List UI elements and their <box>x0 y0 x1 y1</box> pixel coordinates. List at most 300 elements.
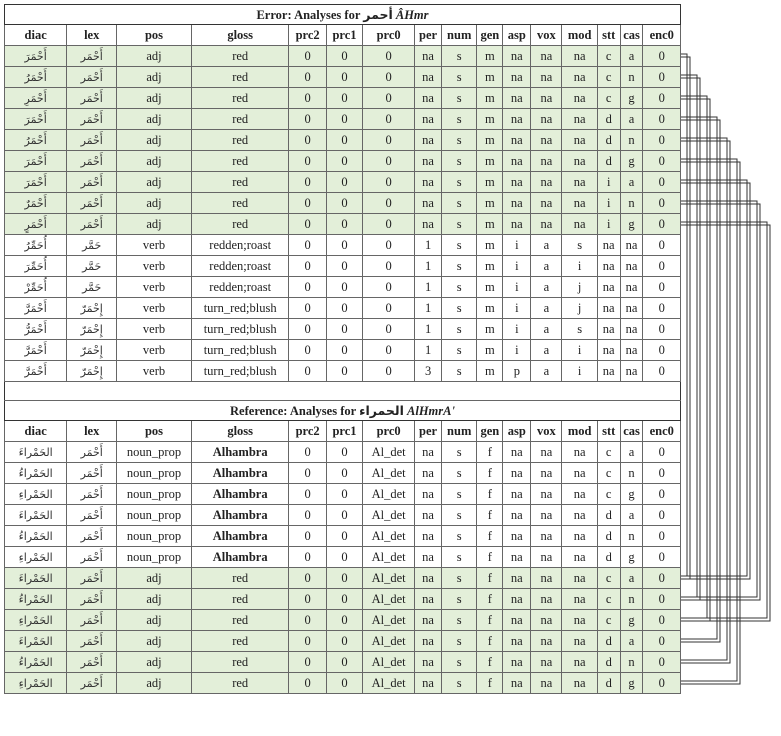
cell-enc0: 0 <box>643 484 681 505</box>
cell-pos: adj <box>117 568 192 589</box>
cell-pos: verb <box>117 319 192 340</box>
cell-gloss: redden;roast <box>191 277 289 298</box>
cell-gen: f <box>477 526 503 547</box>
cell-prc0: Al_det <box>363 442 415 463</box>
cell-prc2: 0 <box>289 673 326 694</box>
section-title-arabic: أحمر <box>363 6 393 22</box>
cell-enc0: 0 <box>643 88 681 109</box>
cell-per: na <box>415 631 442 652</box>
cell-diac: أَحْمَرَ <box>5 172 67 193</box>
cell-prc0: Al_det <box>363 631 415 652</box>
cell-gen: m <box>477 109 503 130</box>
cell-prc0: 0 <box>363 298 415 319</box>
cell-cas: g <box>620 484 643 505</box>
cell-num: s <box>442 319 477 340</box>
cell-per: na <box>415 172 442 193</box>
cell-prc2: 0 <box>289 172 326 193</box>
error-analysis-row <box>5 193 681 214</box>
cell-prc1: 0 <box>326 193 362 214</box>
cell-num: s <box>442 67 477 88</box>
cell-prc1: 0 <box>326 610 362 631</box>
cell-prc0: 0 <box>363 214 415 235</box>
error-analysis-row <box>5 151 681 172</box>
cell-enc0: 0 <box>643 46 681 67</box>
cell-per: 1 <box>415 277 442 298</box>
cell-diac: أَحْمَرِ <box>5 88 67 109</box>
column-header-pos: pos <box>117 25 192 46</box>
cell-pos: adj <box>117 193 192 214</box>
cell-enc0: 0 <box>643 505 681 526</box>
reference-analysis-row <box>5 484 681 505</box>
cell-prc2: 0 <box>289 340 326 361</box>
cell-enc0: 0 <box>643 319 681 340</box>
cell-per: na <box>415 484 442 505</box>
cell-enc0: 0 <box>643 673 681 694</box>
column-header-prc0: prc0 <box>363 421 415 442</box>
cell-lex: حَمَّر <box>67 277 117 298</box>
cell-gloss: turn_red;blush <box>191 319 289 340</box>
cell-prc0: 0 <box>363 46 415 67</box>
column-header-enc0: enc0 <box>643 25 681 46</box>
cell-cas: n <box>620 652 643 673</box>
column-header-asp: asp <box>503 421 531 442</box>
connector-line <box>681 141 730 663</box>
cell-prc1: 0 <box>326 442 362 463</box>
cell-num: s <box>442 505 477 526</box>
cell-lex: أَحْمَر <box>67 610 117 631</box>
cell-prc2: 0 <box>289 235 326 256</box>
cell-lex: أَحْمَر <box>67 631 117 652</box>
cell-prc2: 0 <box>289 88 326 109</box>
cell-diac: أُحَمِّرْ <box>5 277 67 298</box>
cell-num: s <box>442 484 477 505</box>
cell-gen: m <box>477 193 503 214</box>
connector-line <box>681 204 760 600</box>
cell-stt: d <box>597 151 620 172</box>
cell-enc0: 0 <box>643 172 681 193</box>
cell-gloss: red <box>191 172 289 193</box>
cell-lex: أَحْمَر <box>67 673 117 694</box>
column-header-stt: stt <box>597 25 620 46</box>
cell-cas: na <box>620 256 643 277</box>
cell-gloss: red <box>191 568 289 589</box>
cell-cas: a <box>620 568 643 589</box>
cell-stt: d <box>597 505 620 526</box>
cell-pos: noun_prop <box>117 547 192 568</box>
cell-enc0: 0 <box>643 235 681 256</box>
cell-prc0: 0 <box>363 277 415 298</box>
cell-lex: أَحْمَر <box>67 46 117 67</box>
cell-mod: na <box>562 442 597 463</box>
cell-num: s <box>442 568 477 589</box>
cell-stt: d <box>597 109 620 130</box>
error-analysis-row <box>5 109 681 130</box>
cell-prc2: 0 <box>289 547 326 568</box>
cell-lex: إِحْمَرّ <box>67 319 117 340</box>
cell-lex: أَحْمَر <box>67 568 117 589</box>
connector-line <box>681 159 737 681</box>
cell-mod: na <box>562 652 597 673</box>
cell-prc2: 0 <box>289 484 326 505</box>
cell-per: na <box>415 526 442 547</box>
cell-prc0: Al_det <box>363 463 415 484</box>
cell-num: s <box>442 463 477 484</box>
cell-enc0: 0 <box>643 193 681 214</box>
cell-asp: na <box>503 673 531 694</box>
cell-cas: na <box>620 319 643 340</box>
cell-asp: na <box>503 193 531 214</box>
cell-asp: i <box>503 256 531 277</box>
cell-vox: na <box>531 673 562 694</box>
cell-pos: verb <box>117 361 192 382</box>
cell-enc0: 0 <box>643 256 681 277</box>
cell-asp: i <box>503 298 531 319</box>
cell-per: na <box>415 193 442 214</box>
cell-gloss: turn_red;blush <box>191 298 289 319</box>
cell-prc2: 0 <box>289 151 326 172</box>
error-analysis-row <box>5 298 681 319</box>
cell-vox: a <box>531 361 562 382</box>
error-analysis-row <box>5 340 681 361</box>
cell-prc1: 0 <box>326 298 362 319</box>
cell-lex: حَمَّر <box>67 256 117 277</box>
cell-asp: i <box>503 277 531 298</box>
cell-vox: na <box>531 130 562 151</box>
cell-pos: adj <box>117 673 192 694</box>
cell-vox: a <box>531 319 562 340</box>
column-header-mod: mod <box>562 421 597 442</box>
cell-gen: f <box>477 568 503 589</box>
cell-diac: أَحْمَرٍ <box>5 214 67 235</box>
cell-prc2: 0 <box>289 214 326 235</box>
cell-cas: g <box>620 214 643 235</box>
cell-diac: أَحْمَرَ <box>5 46 67 67</box>
cell-enc0: 0 <box>643 214 681 235</box>
cell-prc2: 0 <box>289 568 326 589</box>
cell-prc2: 0 <box>289 589 326 610</box>
cell-lex: أَحْمَر <box>67 463 117 484</box>
cell-diac: الحَمْراءَ <box>5 631 67 652</box>
cell-diac: الحَمْراءِ <box>5 673 67 694</box>
cell-gen: m <box>477 361 503 382</box>
cell-enc0: 0 <box>643 652 681 673</box>
cell-gen: f <box>477 442 503 463</box>
cell-pos: verb <box>117 340 192 361</box>
cell-asp: i <box>503 340 531 361</box>
cell-prc0: Al_det <box>363 526 415 547</box>
cell-prc0: 0 <box>363 151 415 172</box>
cell-gloss: Alhambra <box>191 526 289 547</box>
cell-num: s <box>442 526 477 547</box>
cell-stt: d <box>597 673 620 694</box>
cell-cas: na <box>620 235 643 256</box>
cell-enc0: 0 <box>643 442 681 463</box>
cell-num: s <box>442 673 477 694</box>
cell-num: s <box>442 631 477 652</box>
cell-gen: f <box>477 484 503 505</box>
cell-prc1: 0 <box>326 67 362 88</box>
cell-gloss: red <box>191 214 289 235</box>
column-header-vox: vox <box>531 421 562 442</box>
cell-vox: a <box>531 277 562 298</box>
cell-num: s <box>442 130 477 151</box>
cell-pos: adj <box>117 151 192 172</box>
cell-per: na <box>415 214 442 235</box>
cell-pos: adj <box>117 589 192 610</box>
cell-asp: na <box>503 484 531 505</box>
cell-prc1: 0 <box>326 256 362 277</box>
cell-vox: na <box>531 109 562 130</box>
cell-prc1: 0 <box>326 340 362 361</box>
cell-gloss: red <box>191 88 289 109</box>
cell-diac: أُحَمِّرَ <box>5 256 67 277</box>
cell-vox: na <box>531 589 562 610</box>
cell-vox: na <box>531 526 562 547</box>
connector-line <box>681 78 700 600</box>
cell-prc2: 0 <box>289 130 326 151</box>
cell-diac: الحَمْراءِ <box>5 610 67 631</box>
cell-prc1: 0 <box>326 673 362 694</box>
column-header-prc0: prc0 <box>363 25 415 46</box>
cell-mod: j <box>562 298 597 319</box>
error-analysis-row <box>5 256 681 277</box>
section-title-prefix: Reference: Analyses for <box>230 403 356 418</box>
cell-pos: noun_prop <box>117 484 192 505</box>
error-analysis-row <box>5 130 681 151</box>
cell-gloss: red <box>191 652 289 673</box>
cell-prc1: 0 <box>326 46 362 67</box>
error-analysis-row <box>5 214 681 235</box>
cell-prc1: 0 <box>326 631 362 652</box>
section-spacer <box>5 382 681 401</box>
cell-gloss: red <box>191 631 289 652</box>
cell-mod: na <box>562 193 597 214</box>
cell-per: na <box>415 463 442 484</box>
cell-lex: أَحْمَر <box>67 151 117 172</box>
cell-vox: na <box>531 172 562 193</box>
cell-gen: m <box>477 172 503 193</box>
cell-cas: a <box>620 631 643 652</box>
cell-cas: a <box>620 442 643 463</box>
cell-cas: n <box>620 67 643 88</box>
column-header-prc1: prc1 <box>326 421 362 442</box>
column-header-prc2: prc2 <box>289 25 326 46</box>
cell-lex: أَحْمَر <box>67 484 117 505</box>
column-header-gen: gen <box>477 421 503 442</box>
cell-prc0: Al_det <box>363 589 415 610</box>
cell-gloss: redden;roast <box>191 235 289 256</box>
cell-asp: na <box>503 214 531 235</box>
cell-asp: na <box>503 151 531 172</box>
section-title-prefix: Error: Analyses for <box>256 7 361 22</box>
cell-pos: adj <box>117 610 192 631</box>
cell-gen: m <box>477 256 503 277</box>
cell-asp: na <box>503 67 531 88</box>
cell-pos: adj <box>117 214 192 235</box>
cell-prc1: 0 <box>326 361 362 382</box>
cell-prc1: 0 <box>326 526 362 547</box>
cell-prc0: Al_det <box>363 673 415 694</box>
cell-stt: na <box>597 340 620 361</box>
cell-prc1: 0 <box>326 172 362 193</box>
reference-analysis-row <box>5 547 681 568</box>
error-header-row <box>5 25 681 46</box>
cell-stt: c <box>597 67 620 88</box>
connector-line <box>681 54 687 576</box>
cell-gen: m <box>477 319 503 340</box>
cell-prc2: 0 <box>289 109 326 130</box>
cell-prc0: Al_det <box>363 568 415 589</box>
error-analysis-row <box>5 88 681 109</box>
cell-mod: i <box>562 256 597 277</box>
cell-per: na <box>415 652 442 673</box>
cell-prc1: 0 <box>326 214 362 235</box>
section-title-arabic: الحمراء <box>359 402 404 418</box>
cell-prc2: 0 <box>289 361 326 382</box>
cell-enc0: 0 <box>643 130 681 151</box>
cell-prc1: 0 <box>326 277 362 298</box>
cell-per: 1 <box>415 340 442 361</box>
reference-section-title <box>5 401 681 421</box>
cell-per: na <box>415 547 442 568</box>
cell-prc2: 0 <box>289 505 326 526</box>
cell-prc2: 0 <box>289 463 326 484</box>
column-header-lex: lex <box>67 25 117 46</box>
cell-stt: c <box>597 463 620 484</box>
cell-mod: i <box>562 361 597 382</box>
cell-cas: a <box>620 109 643 130</box>
cell-enc0: 0 <box>643 547 681 568</box>
cell-per: na <box>415 151 442 172</box>
cell-prc1: 0 <box>326 568 362 589</box>
cell-num: s <box>442 214 477 235</box>
cell-vox: na <box>531 88 562 109</box>
connector-line <box>681 117 717 639</box>
cell-enc0: 0 <box>643 67 681 88</box>
column-header-num: num <box>442 25 477 46</box>
cell-asp: na <box>503 505 531 526</box>
cell-per: 1 <box>415 298 442 319</box>
reference-analysis-row <box>5 505 681 526</box>
cell-prc1: 0 <box>326 505 362 526</box>
cell-prc0: 0 <box>363 235 415 256</box>
cell-pos: verb <box>117 298 192 319</box>
cell-stt: c <box>597 484 620 505</box>
cell-pos: adj <box>117 109 192 130</box>
cell-num: s <box>442 109 477 130</box>
cell-gen: m <box>477 130 503 151</box>
cell-diac: أَحْمَرُ <box>5 67 67 88</box>
column-header-gen: gen <box>477 25 503 46</box>
column-header-cas: cas <box>620 421 643 442</box>
cell-prc0: Al_det <box>363 505 415 526</box>
cell-enc0: 0 <box>643 340 681 361</box>
cell-gloss: red <box>191 673 289 694</box>
cell-prc0: 0 <box>363 172 415 193</box>
cell-prc0: Al_det <box>363 610 415 631</box>
cell-stt: i <box>597 214 620 235</box>
connector-line <box>681 222 767 618</box>
section-spacer-cell <box>5 382 681 401</box>
cell-gloss: red <box>191 193 289 214</box>
cell-cas: n <box>620 463 643 484</box>
cell-num: s <box>442 193 477 214</box>
cell-gloss: red <box>191 109 289 130</box>
cell-asp: i <box>503 235 531 256</box>
cell-stt: na <box>597 235 620 256</box>
cell-gen: m <box>477 151 503 172</box>
cell-cas: na <box>620 340 643 361</box>
cell-asp: na <box>503 589 531 610</box>
cell-lex: أَحْمَر <box>67 130 117 151</box>
error-analysis-row <box>5 46 681 67</box>
connector-line <box>681 183 750 579</box>
cell-stt: c <box>597 442 620 463</box>
column-header-gloss: gloss <box>191 421 289 442</box>
analyses-table <box>4 4 681 694</box>
cell-mod: na <box>562 151 597 172</box>
cell-diac: الحَمْراءَ <box>5 505 67 526</box>
cell-prc2: 0 <box>289 442 326 463</box>
cell-gen: f <box>477 652 503 673</box>
cell-cas: a <box>620 46 643 67</box>
cell-prc0: Al_det <box>363 484 415 505</box>
cell-diac: أَحْمَرُ <box>5 130 67 151</box>
cell-prc0: 0 <box>363 340 415 361</box>
cell-gloss: red <box>191 46 289 67</box>
cell-per: 3 <box>415 361 442 382</box>
connector-line <box>681 225 770 621</box>
section-title-translit: ÂHmr <box>395 7 429 22</box>
cell-num: s <box>442 46 477 67</box>
cell-diac: أَحْمَرَ <box>5 109 67 130</box>
cell-prc2: 0 <box>289 46 326 67</box>
cell-cas: g <box>620 151 643 172</box>
cell-prc2: 0 <box>289 193 326 214</box>
cell-gloss: red <box>191 67 289 88</box>
error-section-title-cell <box>5 5 681 25</box>
cell-diac: أُحَمِّرُ <box>5 235 67 256</box>
cell-mod: na <box>562 463 597 484</box>
cell-num: s <box>442 652 477 673</box>
cell-mod: na <box>562 46 597 67</box>
cell-diac: الحَمْراءِ <box>5 484 67 505</box>
cell-prc2: 0 <box>289 526 326 547</box>
cell-num: s <box>442 589 477 610</box>
reference-analysis-row <box>5 526 681 547</box>
cell-stt: c <box>597 589 620 610</box>
cell-gen: m <box>477 298 503 319</box>
cell-asp: na <box>503 526 531 547</box>
cell-cas: n <box>620 526 643 547</box>
cell-per: na <box>415 673 442 694</box>
cell-stt: i <box>597 193 620 214</box>
error-analysis-row <box>5 235 681 256</box>
cell-vox: a <box>531 340 562 361</box>
cell-pos: noun_prop <box>117 463 192 484</box>
cell-gloss: Alhambra <box>191 442 289 463</box>
cell-gen: f <box>477 589 503 610</box>
cell-gen: m <box>477 46 503 67</box>
cell-mod: i <box>562 340 597 361</box>
column-header-num: num <box>442 421 477 442</box>
column-header-diac: diac <box>5 421 67 442</box>
cell-prc0: 0 <box>363 67 415 88</box>
reference-analysis-row <box>5 589 681 610</box>
cell-cas: g <box>620 673 643 694</box>
cell-cas: g <box>620 610 643 631</box>
cell-per: 1 <box>415 235 442 256</box>
